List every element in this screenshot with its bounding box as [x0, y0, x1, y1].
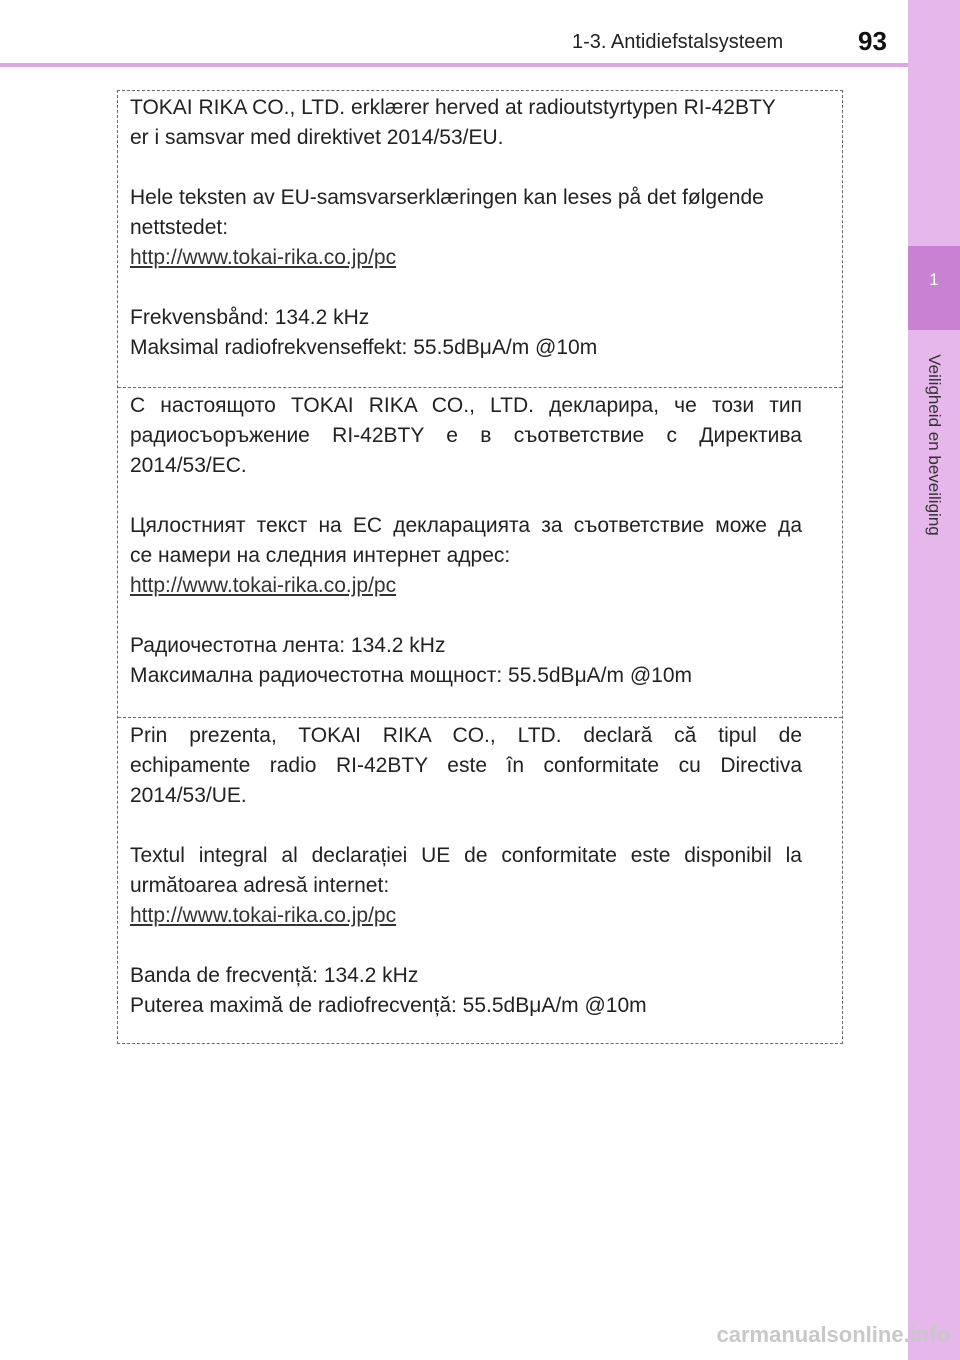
declaration-bulgarian [118, 387, 842, 691]
decl-intro-line: Prin prezenta, TOKAI RIKA CO., LTD. declară că tipul de [130, 724, 802, 747]
decl-max-power: Максимална радиочестотна мощност: 55.5dBμA/m @10m [130, 664, 693, 687]
decl-intro-line: радиосъоръжение RI-42BTY е в съответствие с Директива [130, 424, 802, 447]
decl-text-line: următoarea adresă internet: [130, 874, 390, 897]
decl-intro-line: er i samsvar med direktivet 2014/53/EU. [130, 126, 504, 149]
decl-frequency-band: Радиочестотна лента: 134.2 kHz [130, 634, 446, 657]
decl-text-line: Textul integral al declarației UE de conformitate este disponibil la [130, 844, 802, 867]
decl-url-link[interactable]: http://www.tokai-rika.co.jp/pc [130, 246, 397, 269]
decl-frequency-band: Banda de frecvență: 134.2 kHz [130, 964, 419, 987]
page-number: 93 [858, 26, 887, 56]
decl-intro-line: 2014/53/UE. [130, 784, 247, 807]
decl-max-power: Puterea maximă de radiofrecvență: 55.5dBμA/m @10m [130, 994, 647, 1017]
decl-max-power: Maksimal radiofrekvenseffekt: 55.5dBμA/m @10m [130, 336, 598, 359]
chapter-number: 1 [929, 270, 939, 289]
section-title: 1-3. Antidiefstalsysteem [572, 31, 784, 53]
declaration-box [117, 90, 843, 1044]
decl-frequency-band: Frekvensbånd: 134.2 kHz [130, 306, 370, 329]
decl-text-line: Цялостният текст на ЕС декларацията за съответствие може да [130, 514, 802, 537]
decl-text-line: се намери на следния интернет адрес: [130, 544, 511, 567]
declaration-norwegian [118, 93, 842, 363]
decl-intro-line: echipamente radio RI-42BTY este în conformitate cu Directiva [130, 754, 802, 777]
decl-intro-line: TOKAI RIKA CO., LTD. erklærer herved at radioutstyrtypen RI-42BTY [130, 96, 776, 119]
decl-text-line: nettstedet: [130, 216, 229, 239]
declaration-romanian [118, 717, 842, 1021]
decl-text-line: Hele teksten av EU-samsvarserklæringen kan leses på det følgende [130, 186, 764, 209]
page-header [0, 0, 908, 70]
chapter-title: Veiligheid en beveiliging [925, 354, 944, 536]
watermark: carmanualsonline.info [716, 1322, 950, 1347]
decl-intro-line: 2014/53/ЕС. [130, 454, 247, 477]
decl-url-link[interactable]: http://www.tokai-rika.co.jp/pc [130, 574, 397, 597]
decl-intro-line: С настоящото TOKAI RIKA CO., LTD. декларира, че този тип [130, 394, 802, 417]
decl-url-link[interactable]: http://www.tokai-rika.co.jp/pc [130, 904, 397, 927]
chapter-number-box [908, 246, 960, 330]
header-rule [0, 63, 908, 67]
chapter-side-tab [908, 0, 960, 1360]
